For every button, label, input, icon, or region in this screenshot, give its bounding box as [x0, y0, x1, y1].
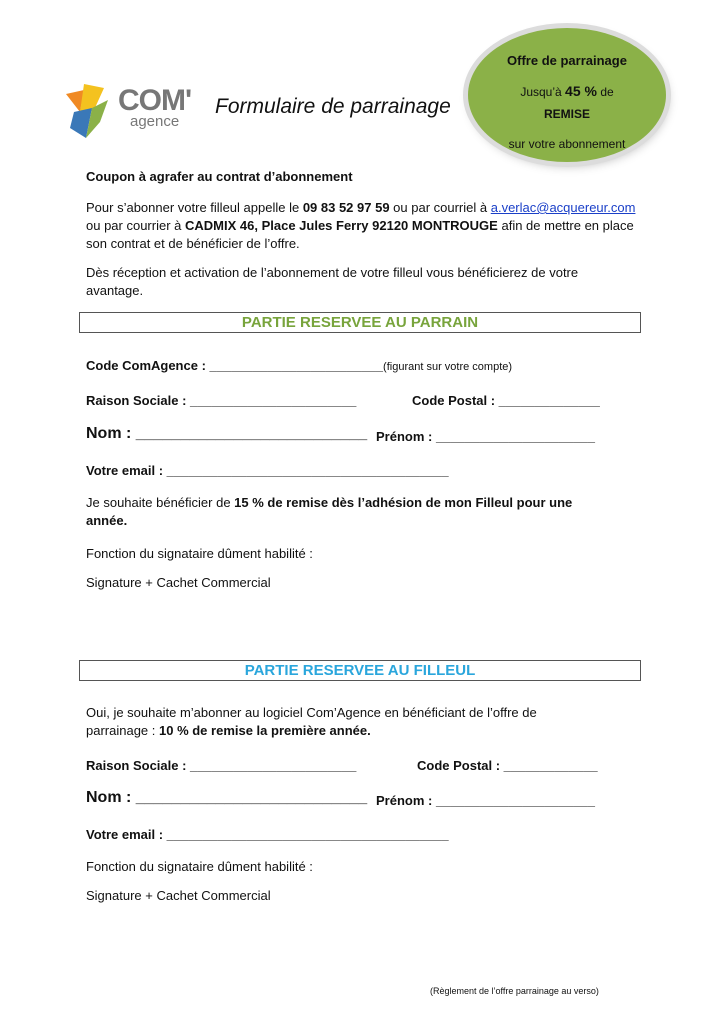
offer-badge — [468, 28, 666, 162]
badge-title: Offre de parrainage — [507, 53, 627, 68]
text-setup: afin de mettre en place — [497, 218, 634, 233]
filleul-fonction-label: Fonction du signataire dûment habilité : — [86, 859, 313, 874]
parrain-wish-a: Je souhaite bénéficier de — [86, 495, 235, 510]
filleul-wish-a: Oui, je souhaite m’abonner au logiciel Com’Agence en bénéficiant de l’offre de — [86, 705, 537, 720]
parrain-nom-field[interactable]: Nom : __________________________ — [86, 425, 368, 442]
filleul-code-postal-field[interactable]: Code Postal : _____________ — [417, 758, 598, 773]
page-title: Formulaire de parrainage — [215, 95, 451, 118]
coupon-paragraph-2 — [86, 264, 656, 300]
parrain-wish-b: 15 % de remise dès l’adhésion de mon Filleul pour une — [234, 495, 573, 510]
badge-prefix: Jusqu’à — [520, 85, 562, 99]
badge-percent: 45 % — [565, 83, 597, 99]
filleul-raison-sociale-field[interactable]: Raison Sociale : _______________________ — [86, 758, 357, 773]
coupon-p2-line-2: avantage. — [86, 283, 144, 298]
text-mail: ou par courrier à — [86, 218, 185, 233]
filleul-prenom-field[interactable]: Prénom : ______________________ — [376, 793, 596, 808]
email-link[interactable]: a.verlac@acquereur.com — [490, 200, 636, 215]
logo-subtext: agence — [130, 113, 180, 130]
parrain-code-field[interactable] — [86, 357, 512, 376]
badge-remise: REMISE — [543, 107, 590, 121]
filleul-email-field[interactable]: Votre email : _______________________________________ — [86, 827, 449, 842]
coupon-p2-line-1: Dès réception et activation de l’abonnement de votre filleul vous bénéficierez de votre — [86, 265, 579, 280]
parrain-code-hint: (figurant sur votre compte) — [383, 361, 513, 373]
filleul-wish-c: 10 % de remise la première année. — [159, 723, 371, 738]
parrain-fonction-label: Fonction du signataire dûment habilité : — [86, 546, 313, 561]
parrain-wish-c: année. — [86, 513, 128, 528]
parrain-wish-text — [86, 494, 656, 530]
section-filleul-title: PARTIE RESERVEE AU FILLEUL — [79, 660, 641, 681]
phone-number: 09 83 52 97 59 — [302, 200, 390, 215]
postal-address: CADMIX 46, Place Jules Ferry 92120 MONTROUGE — [185, 218, 498, 233]
parrain-email-field[interactable]: Votre email : _______________________________________ — [86, 463, 449, 478]
footer-note: (Règlement de l’offre parrainage au verso) — [430, 986, 599, 996]
parrain-code-postal-field[interactable]: Code Postal : ______________ — [412, 393, 600, 408]
text-call: Pour s’abonner votre filleul appelle le — [86, 200, 303, 215]
filleul-signature-label: Signature + Cachet Commercial — [86, 888, 271, 903]
coupon-paragraph-1 — [86, 199, 656, 253]
coupon-line-1 — [86, 199, 656, 217]
filleul-nom-field[interactable]: Nom : __________________________ — [86, 789, 368, 806]
coupon-heading: Coupon à agrafer au contrat d’abonnement — [86, 169, 353, 184]
badge-subtitle: sur votre abonnement — [508, 137, 626, 151]
coupon-line-2 — [86, 217, 656, 235]
company-logo — [64, 82, 194, 142]
text-email: ou par courriel à — [389, 200, 491, 215]
section-parrain-title: PARTIE RESERVEE AU PARRAIN — [79, 312, 641, 333]
parrain-signature-label: Signature + Cachet Commercial — [86, 575, 271, 590]
filleul-wish-text — [86, 704, 656, 740]
badge-discount-line — [468, 83, 666, 99]
coupon-line-3: son contrat et de bénéficier de l’offre. — [86, 236, 300, 251]
parrain-raison-sociale-field[interactable]: Raison Sociale : _______________________ — [86, 393, 357, 408]
logo-text: COM' — [118, 84, 192, 117]
filleul-wish-b: parrainage : — [86, 723, 159, 738]
parrain-code-label: Code ComAgence : ________________________ — [86, 358, 384, 373]
parrain-prenom-field[interactable]: Prénom : ______________________ — [376, 429, 596, 444]
logo-mark-icon — [64, 82, 114, 142]
badge-suffix: de — [600, 85, 614, 99]
